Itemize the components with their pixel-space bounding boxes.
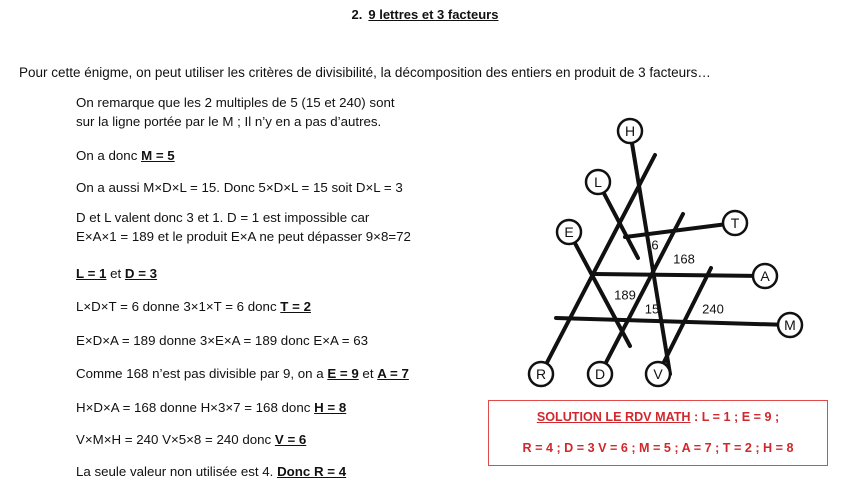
step-5 [76, 264, 157, 283]
step-11-text: La seule valeur non utilisée est 4. [76, 464, 278, 479]
label-a: A [760, 268, 770, 284]
step-8-text: Comme 168 n’est pas divisible par 9, on a [76, 366, 328, 381]
label-l: L [594, 174, 602, 190]
solution-line-1-values: : L = 1 ; E = 9 ; [690, 410, 780, 424]
step-11-value: Donc R = 4 [277, 464, 347, 479]
label-e: E [564, 224, 574, 240]
label-m: M [784, 317, 796, 333]
step-6 [76, 297, 311, 316]
solution-box [488, 400, 828, 466]
step-8-and: et [358, 366, 378, 381]
intro-paragraph: Pour cette énigme, on peut utiliser les critères de divisibilité, la décomposition des entiers en produit de 3 facteurs… [19, 65, 711, 80]
label-v: V [653, 366, 663, 382]
step-7: E×D×A = 189 donne 3×E×A = 189 donc E×A = 63 [76, 333, 369, 348]
label-h: H [624, 123, 636, 139]
step-4 [76, 208, 411, 246]
step-10-text: V×M×H = 240 V×5×8 = 240 donc [76, 432, 275, 447]
solution-line-2: R = 4 ; D = 3 V = 6 ; M = 5 ; A = 7 ; T = 2 ; H = 8 [522, 441, 794, 455]
product-240: 240 [702, 301, 724, 317]
step-5-d-value: D = 3 [124, 266, 158, 281]
step-1-line-a: On remarque que les 2 multiples de 5 (15 et 240) sont [76, 95, 395, 110]
line-a [595, 274, 765, 276]
step-6-text: L×D×T = 6 donne 3×1×T = 6 donc [76, 299, 281, 314]
step-11 [76, 462, 346, 481]
step-3: On a aussi M×D×L = 15. Donc 5×D×L = 15 soit D×L = 3 [76, 180, 403, 195]
solution-line-1 [489, 410, 827, 424]
line-t [625, 223, 735, 237]
section-title-text: 9 lettres et 3 facteurs [368, 7, 499, 22]
product-189: 189 [614, 287, 636, 303]
step-5-l-value: L = 1 [76, 266, 107, 281]
step-4-line-b: E×A×1 = 189 et le produit E×A ne peut dépasser 9×8=72 [76, 229, 411, 244]
product-15: 15 [644, 301, 660, 317]
product-6: 6 [651, 237, 659, 253]
step-8 [76, 364, 409, 383]
step-10 [76, 430, 306, 449]
line-m [556, 318, 790, 325]
label-t: T [730, 215, 740, 231]
step-10-value: V = 6 [274, 432, 307, 447]
step-2-text: On a donc [76, 148, 142, 163]
step-5-and: et [106, 266, 125, 281]
label-d: D [594, 366, 606, 382]
solution-heading: SOLUTION LE RDV MATH [536, 410, 691, 424]
step-8-e-value: E = 9 [327, 366, 359, 381]
label-r: R [535, 366, 547, 382]
step-9-text: H×D×A = 168 donne H×3×7 = 168 donc [76, 400, 315, 415]
section-number: 2. [351, 7, 363, 22]
step-6-value: T = 2 [280, 299, 311, 314]
triangle-puzzle-diagram [515, 110, 815, 390]
product-168: 168 [673, 251, 695, 267]
step-2-value: M = 5 [141, 148, 175, 163]
step-1-line-b: sur la ligne portée par le M ; Il n’y en a pas d’autres. [76, 114, 382, 129]
section-title [0, 7, 850, 22]
step-9 [76, 398, 346, 417]
step-4-line-a: D et L valent donc 3 et 1. D = 1 est impossible car [76, 210, 370, 225]
step-1 [76, 93, 395, 131]
step-9-value: H = 8 [314, 400, 347, 415]
step-2 [76, 146, 175, 165]
step-8-a-value: A = 7 [377, 366, 409, 381]
